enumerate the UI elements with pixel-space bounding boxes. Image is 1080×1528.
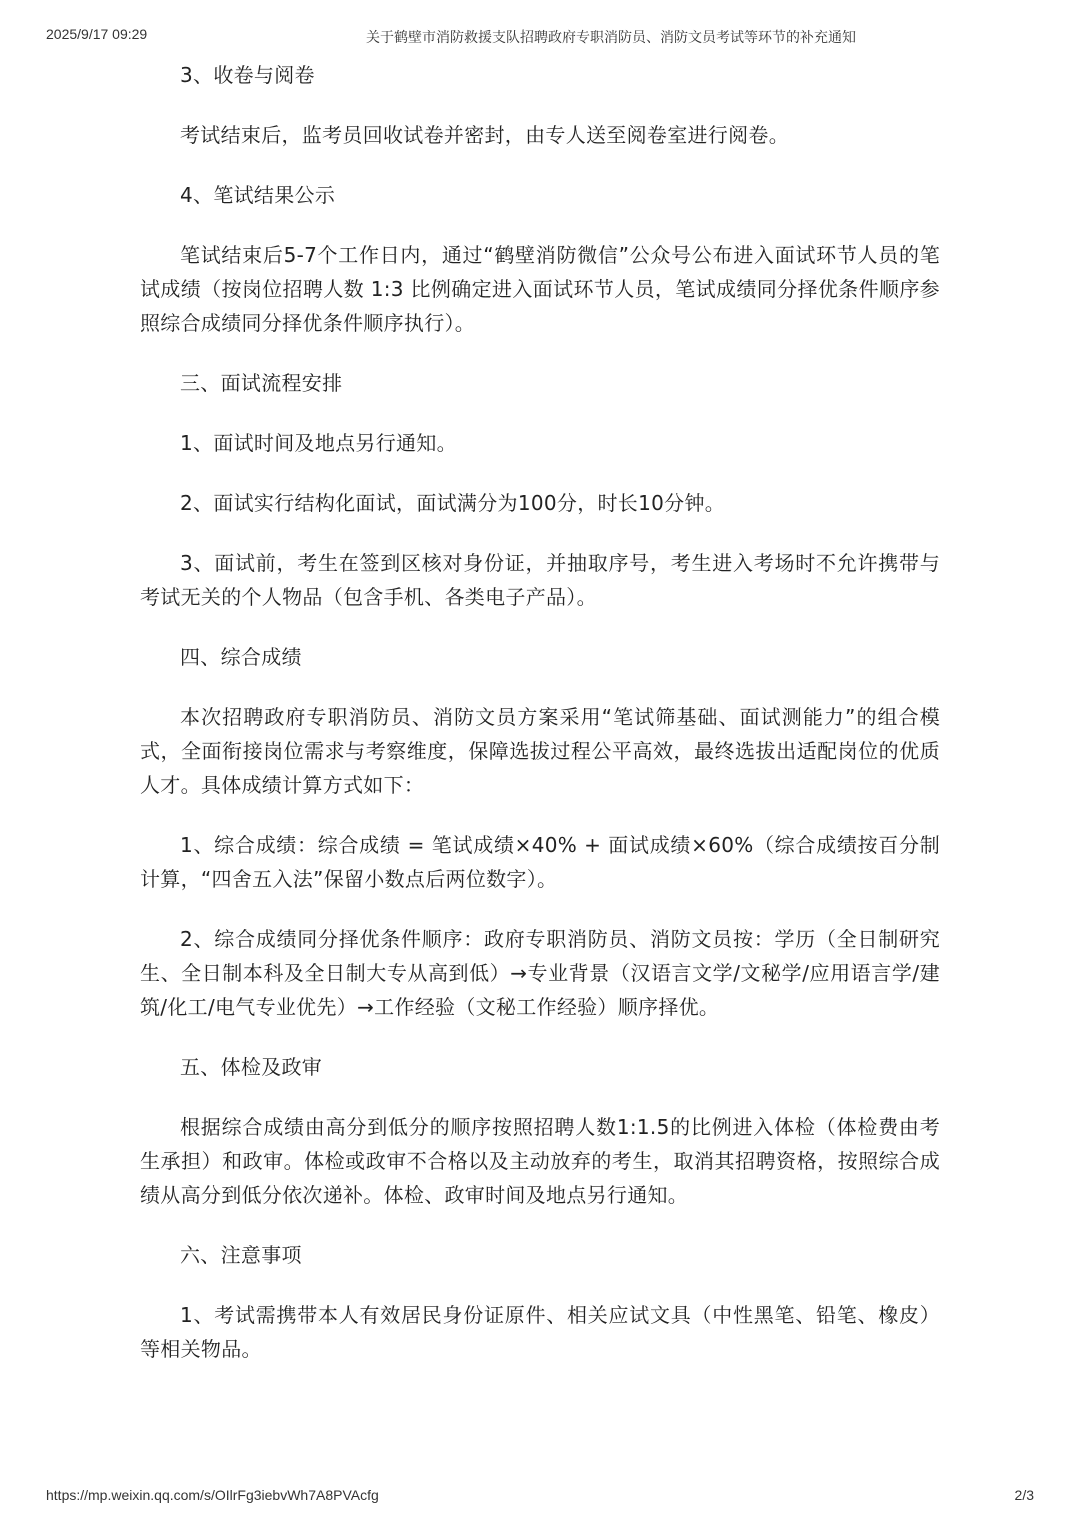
paragraph-overall-intro: 本次招聘政府专职消防员、消防文员方案采用“笔试筛基础、面试测能力”的组合模式，全面衔接岗位需求与考察维度，保障选拔过程公平高效，最终选拔出适配岗位的优质人才。具体成绩计算方式如下： [140,705,940,797]
paragraph-heading-written-result: 4、笔试结果公示 [180,183,336,207]
paragraph-interview-1: 1、面试时间及地点另行通知。 [180,431,457,455]
source-url[interactable]: https://mp.weixin.qq.com/s/OIlrFg3iebvWh7A8PVAcfg [46,1487,379,1503]
paragraph-written-result: 笔试结束后5-7个工作日内，通过“鹤壁消防微信”公众号公布进入面试环节人员的笔试成绩（按岗位招聘人数 1:3 比例确定进入面试环节人员，笔试成绩同分择优条件顺序参照综合成绩同分择优条件顺序执行）。 [140,243,940,335]
paragraph-heading-grading: 3、收卷与阅卷 [180,63,315,87]
section-heading-interview: 三、面试流程安排 [180,371,343,395]
document-title: 关于鹤壁市消防救援支队招聘政府专职消防员、消防文员考试等环节的补充通知 [366,30,856,46]
article-body [140,58,940,1366]
paragraph-notes-1: 1、考试需携带本人有效居民身份证原件、相关应试文具（中性黑笔、铅笔、橡皮）等相关物品。 [140,1303,940,1361]
section-heading-overall-score: 四、综合成绩 [180,645,302,669]
print-datetime: 2025/9/17 09:29 [46,26,148,42]
paragraph-physical-exam: 根据综合成绩由高分到低分的顺序按照招聘人数1:1.5的比例进入体检（体检费由考生承担）和政审。体检或政审不合格以及主动放弃的考生，取消其招聘资格，按照综合成绩从高分到低分依次递补。体检、政审时间及地点另行通知。 [140,1115,940,1207]
paragraph-grading: 考试结束后，监考员回收试卷并密封，由专人送至阅卷室进行阅卷。 [180,123,789,147]
section-heading-physical-exam: 五、体检及政审 [180,1055,323,1079]
page-number: 2/3 [1014,1487,1034,1503]
paragraph-interview-2: 2、面试实行结构化面试，面试满分为100分，时长10分钟。 [180,491,726,515]
section-heading-notes: 六、注意事项 [180,1243,302,1267]
paragraph-overall-tiebreak: 2、综合成绩同分择优条件顺序：政府专职消防员、消防文员按：学历（全日制研究生、全日制本科及全日制大专从高到低）→专业背景（汉语言文学/文秘学/应用语言学/建筑/化工/电气专业优先）→工作经验（文秘工作经验）顺序择优。 [140,927,940,1019]
paragraph-overall-formula: 1、综合成绩：综合成绩 = 笔试成绩×40% + 面试成绩×60%（综合成绩按百分制计算，“四舍五入法”保留小数点后两位数字）。 [140,833,940,891]
paragraph-interview-3: 3、面试前，考生在签到区核对身份证，并抽取序号，考生进入考场时不允许携带与考试无关的个人物品（包含手机、各类电子产品）。 [140,551,940,609]
